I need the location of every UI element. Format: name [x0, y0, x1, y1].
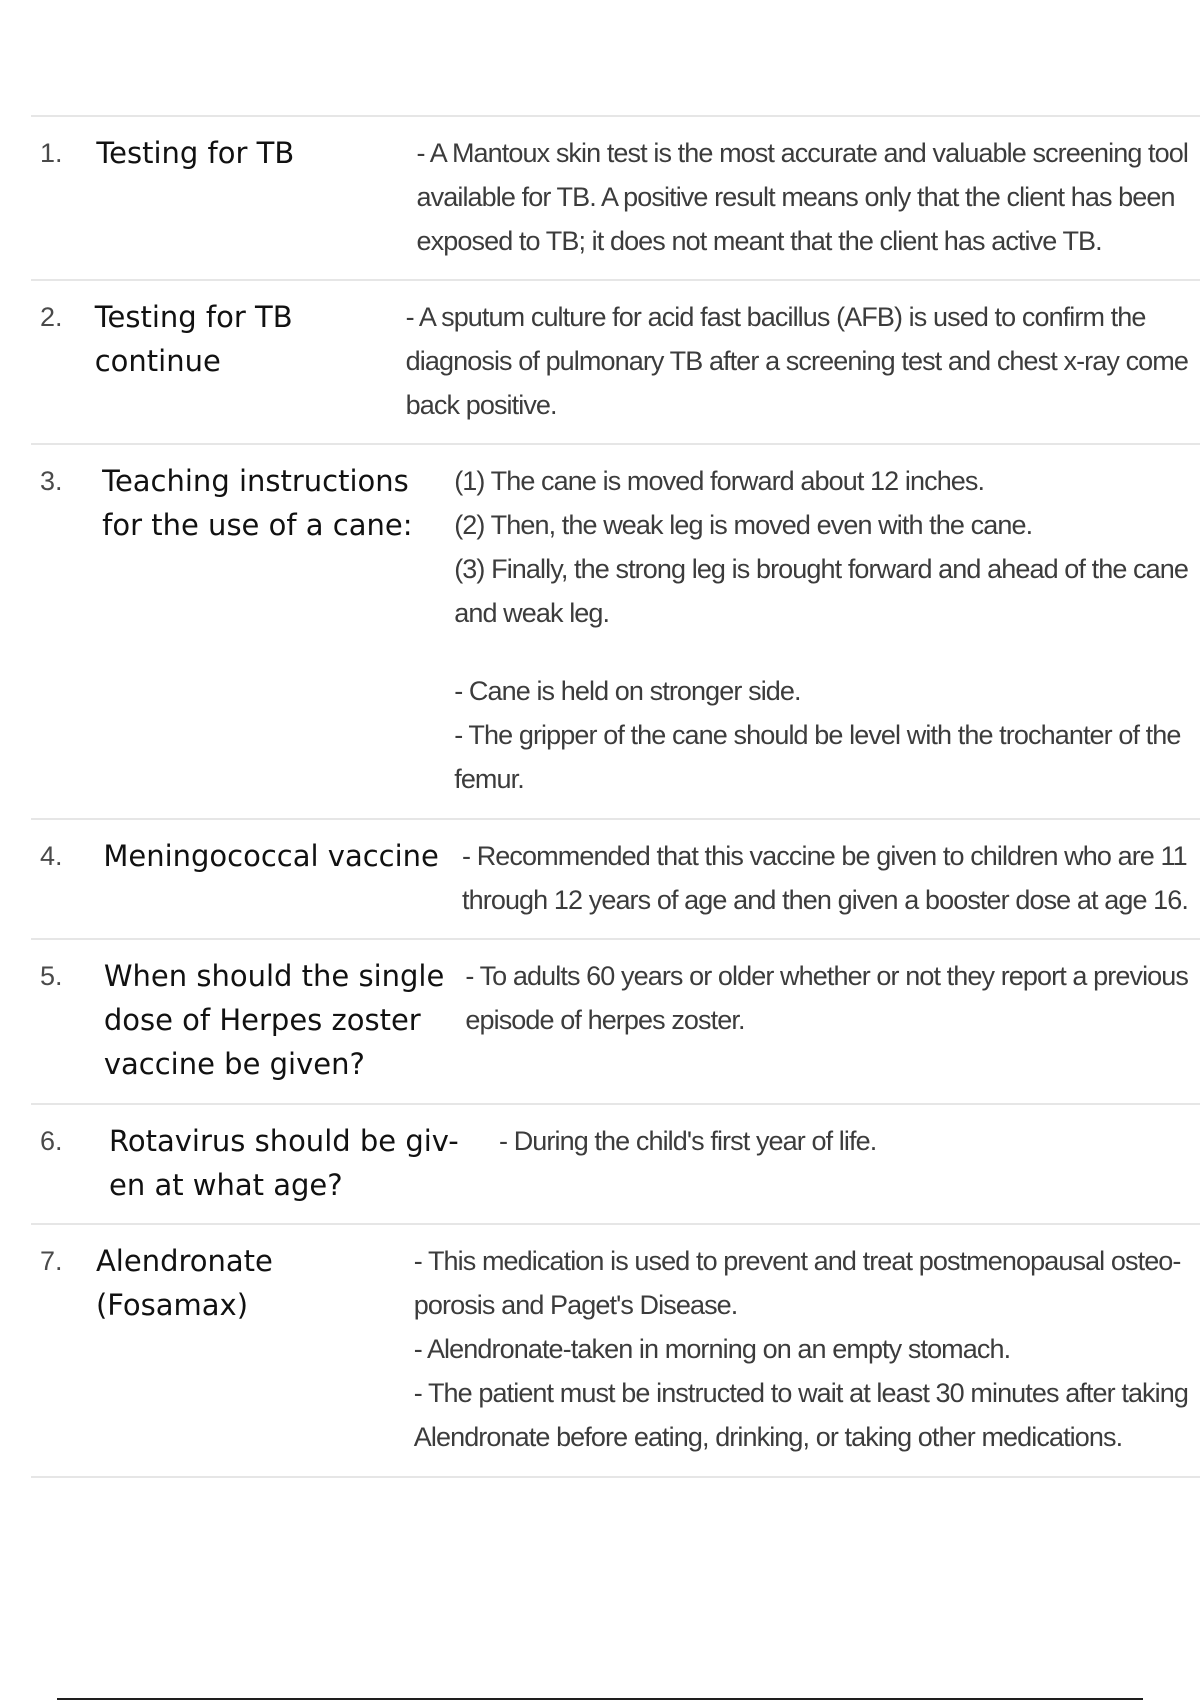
definition-line: (3) Finally, the strong leg is brought forward and ahead of the cane	[454, 554, 1188, 584]
definition-line: episode of herpes zoster.	[465, 1005, 745, 1035]
card-number: 5.	[40, 961, 63, 991]
definition-line: (1) The cane is moved forward about 12 inches.	[454, 466, 985, 496]
card-number: 7.	[40, 1246, 63, 1276]
card-definition	[499, 1119, 1200, 1223]
card-term: When should the single dose of Herpes zoster vaccine be given?	[103, 959, 445, 1081]
card-definition	[465, 954, 1200, 1103]
flashcard-table	[31, 115, 1200, 1478]
definition-line: femur.	[454, 764, 524, 794]
definition-line: - The patient must be instructed to wait at least 30 minutes after taking	[413, 1378, 1188, 1408]
definition-line: and weak leg.	[454, 598, 610, 628]
card-definition	[454, 459, 1200, 818]
definition-line: through 12 years of age and then given a booster dose at age 16.	[462, 885, 1188, 915]
card-row	[31, 279, 1200, 443]
card-term: Rotavirus should be giv-en at what age?	[109, 1124, 459, 1202]
definition-line: - Cane is held on stronger side.	[454, 676, 801, 706]
definition-line: - During the child's first year of life.	[499, 1126, 877, 1156]
definition-line: - To adults 60 years or older whether or not they report a previous	[465, 961, 1188, 991]
card-number: 1.	[40, 138, 63, 168]
definition-gap	[454, 635, 1188, 669]
definition-line: - A Mantoux skin test is the most accurate and valuable screening tool	[416, 138, 1188, 168]
card-definition	[462, 834, 1200, 938]
card-definition	[414, 1239, 1200, 1476]
definition-line: - This medication is used to prevent and treat postmenopausal osteo-	[413, 1246, 1181, 1276]
card-term: Meningococcal vaccine	[103, 839, 439, 873]
card-term: Testing for TB continue	[94, 300, 293, 378]
card-number: 2.	[40, 302, 63, 332]
definition-line: porosis and Paget's Disease.	[413, 1290, 738, 1320]
card-row	[31, 818, 1200, 938]
card-definition	[406, 295, 1200, 443]
definition-line: (2) Then, the weak leg is moved even with the cane.	[454, 510, 1033, 540]
card-row	[31, 1223, 1200, 1478]
card-number: 4.	[40, 841, 63, 871]
definition-line: exposed to TB; it does not meant that the client has active TB.	[416, 226, 1102, 256]
definition-line: diagnosis of pulmonary TB after a screening test and chest x-ray come	[405, 346, 1188, 376]
definition-line: Alendronate before eating, drinking, or taking other medications.	[413, 1422, 1123, 1452]
card-number: 3.	[40, 466, 63, 496]
card-term: Teaching instructions for the use of a cane:	[102, 464, 413, 542]
card-definition	[417, 131, 1200, 279]
card-term: Alendronate (Fosamax)	[95, 1244, 273, 1322]
card-row	[31, 938, 1200, 1103]
card-row	[31, 115, 1200, 279]
card-row	[31, 1103, 1200, 1223]
card-number: 6.	[40, 1126, 63, 1156]
definition-line: back positive.	[405, 390, 557, 420]
definition-line: - Alendronate-taken in morning on an empty stomach.	[413, 1334, 1011, 1364]
card-row	[31, 443, 1200, 818]
definition-line: available for TB. A positive result means only that the client has been	[416, 182, 1175, 212]
card-term: Testing for TB	[96, 136, 295, 170]
definition-line: - The gripper of the cane should be level with the trochanter of the	[454, 720, 1181, 750]
definition-line: - A sputum culture for acid fast bacillus (AFB) is used to confirm the	[405, 302, 1146, 332]
definition-line: - Recommended that this vaccine be given to children who are 11	[462, 841, 1187, 871]
